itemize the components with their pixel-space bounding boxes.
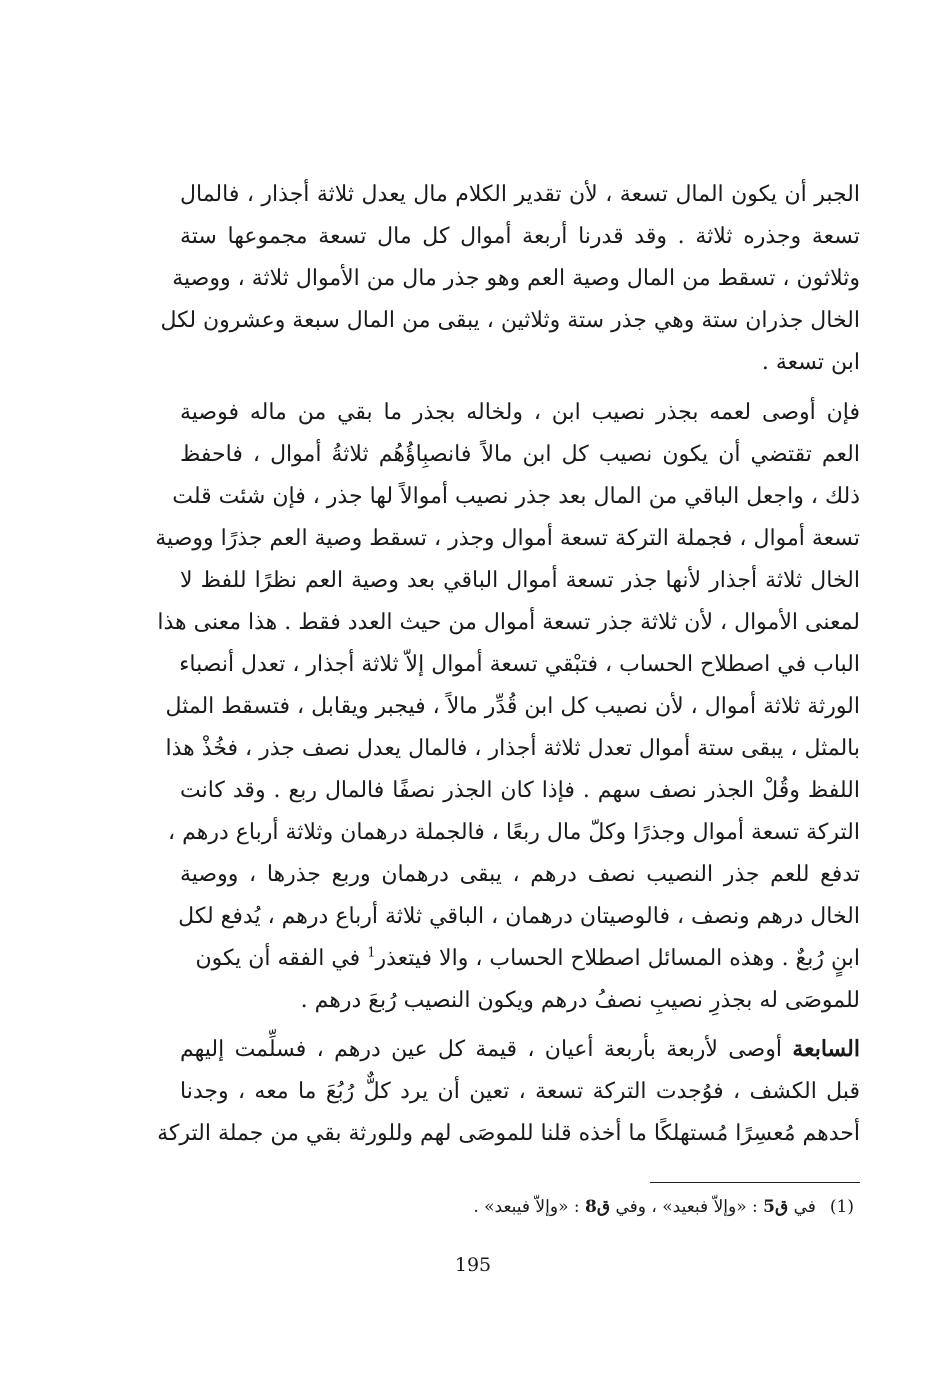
text-line: الباب في اصطلاح الحساب ، فتبْقي تسعة أموال إلاّ ثلاثة أجذار ، تعدل أنصباء (179, 652, 860, 677)
text-line: الخال درهم ونصف ، فالوصيتان درهمان ، الباقي ثلاثة أرباع درهم ، يُدفع لكل (178, 904, 860, 929)
text-segment: أوصى لأربعة بأربعة أعيان ، قيمة كل عين درهم ، فسلِّمت إليهم (180, 1037, 793, 1062)
text-segment: في الفقه أن يكون (195, 946, 368, 971)
paragraph-3 (157, 1028, 860, 1155)
text-line (180, 938, 860, 980)
footnote-divider (650, 1182, 860, 1183)
section-lead-word: السابعة (792, 1036, 860, 1062)
text-line: الخال ثلاثة أجذار لأنها جذر تسعة أموال الباقي بعد وصية العم نظرًا للفظ لا (180, 568, 860, 593)
text-line: اللفظ وقُلْ الجذر نصف سهم . فإذا كان الجذر نصفًا فالمال ربع . وقد كانت (180, 778, 860, 803)
footnote (473, 1194, 854, 1220)
text-line: بالمثل ، يبقى ستة أموال تعدل ثلاثة أجذار ، فالمال يعدل نصف جذر ، فخُذْ هذا (165, 736, 860, 761)
text-line: تسعة أموال ، فجملة التركة تسعة أموال وجذر ، تسقط وصية العم جذرًا ووصية (155, 526, 860, 551)
paragraph-1 (160, 174, 860, 384)
text-line: الورثة ثلاثة أموال ، لأن نصيب كل ابن قُدِّر مالاً ، فيجبر ويقابل ، فتسقط المثل (165, 694, 860, 719)
footnote-number: (1) (829, 1197, 854, 1217)
text-line: ابن تسعة . (761, 350, 860, 375)
footnote-text: : «وإلاّ فبعيد» ، وفي (610, 1197, 764, 1217)
footnote-text: : «وإلاّ فيبعد» . (473, 1197, 585, 1217)
manuscript-ref: ق5 (763, 1197, 789, 1217)
text-line: الجبر أن يكون المال تسعة ، لأن تقدير الكلام مال يعدل ثلاثة أجذار ، فالمال (180, 182, 860, 207)
text-line: العم تقتضي أن يكون نصيب كل ابن مالاً فانصبِاؤُهُم ثلاثةُ أموال ، فاحفظ (180, 442, 860, 467)
text-line: ذلك ، واجعل الباقي من المال بعد جذر نصيب أموالاً لها جذر ، فإن شئت قلت (172, 484, 860, 509)
text-line: التركة تسعة أموال وجذرًا وكلّ مال ربعًا ، فالجملة درهمان وثلاثة أرباع درهم ، (168, 820, 860, 845)
text-line: فإن أوصى لعمه بجذر نصيب ابن ، ولخاله بجذر ما بقي من ماله فوصية (180, 400, 860, 425)
text-segment: ابنٍ رُبعٌ . وهذه المسائل اصطلاح الحساب ، والا فيتعذر (375, 946, 860, 971)
text-line (180, 1028, 860, 1071)
footnote-prefix: في (793, 1197, 816, 1217)
text-line: الخال جذران ستة وهي جذر ستة وثلاثين ، يبقى من المال سبعة وعشرون لكل (160, 308, 860, 333)
page-number: 195 (454, 1254, 492, 1276)
text-line: تسعة وجذره ثلاثة . وقد قدرنا أربعة أموال كل مال تسعة مجموعها ستة (180, 224, 860, 249)
text-line: تدفع للعم جذر النصيب نصف درهم ، يبقى درهمان وربع جذرها ، ووصية (180, 862, 860, 887)
text-line: وثلاثون ، تسقط من المال وصية العم وهو جذر مال من الأموال ثلاثة ، ووصية (172, 266, 860, 291)
text-line: لمعنى الأموال ، لأن ثلاثة جذر تسعة أموال من حيث العدد فقط . هذا معنى هذا (157, 610, 860, 635)
manuscript-ref: ق8 (585, 1197, 611, 1217)
paragraph-2 (155, 392, 860, 1022)
footnote-marker[interactable]: 1 (367, 945, 376, 961)
text-line: للموصَى له بجذرِ نصيبِ نصفُ درهم ويكون النصيب رُبعَ درهم . (300, 988, 860, 1013)
text-line: قبل الكشف ، فوُجدت التركة تسعة ، تعين أن يرد كلٌّ رُبُعَ ما معه ، وجدنا (180, 1079, 860, 1104)
text-line: أحدهم مُعسِرًا مُستهلكًا ما أخذه قلنا للموصَى لهم وللورثة بقي من جملة التركة (157, 1121, 860, 1146)
